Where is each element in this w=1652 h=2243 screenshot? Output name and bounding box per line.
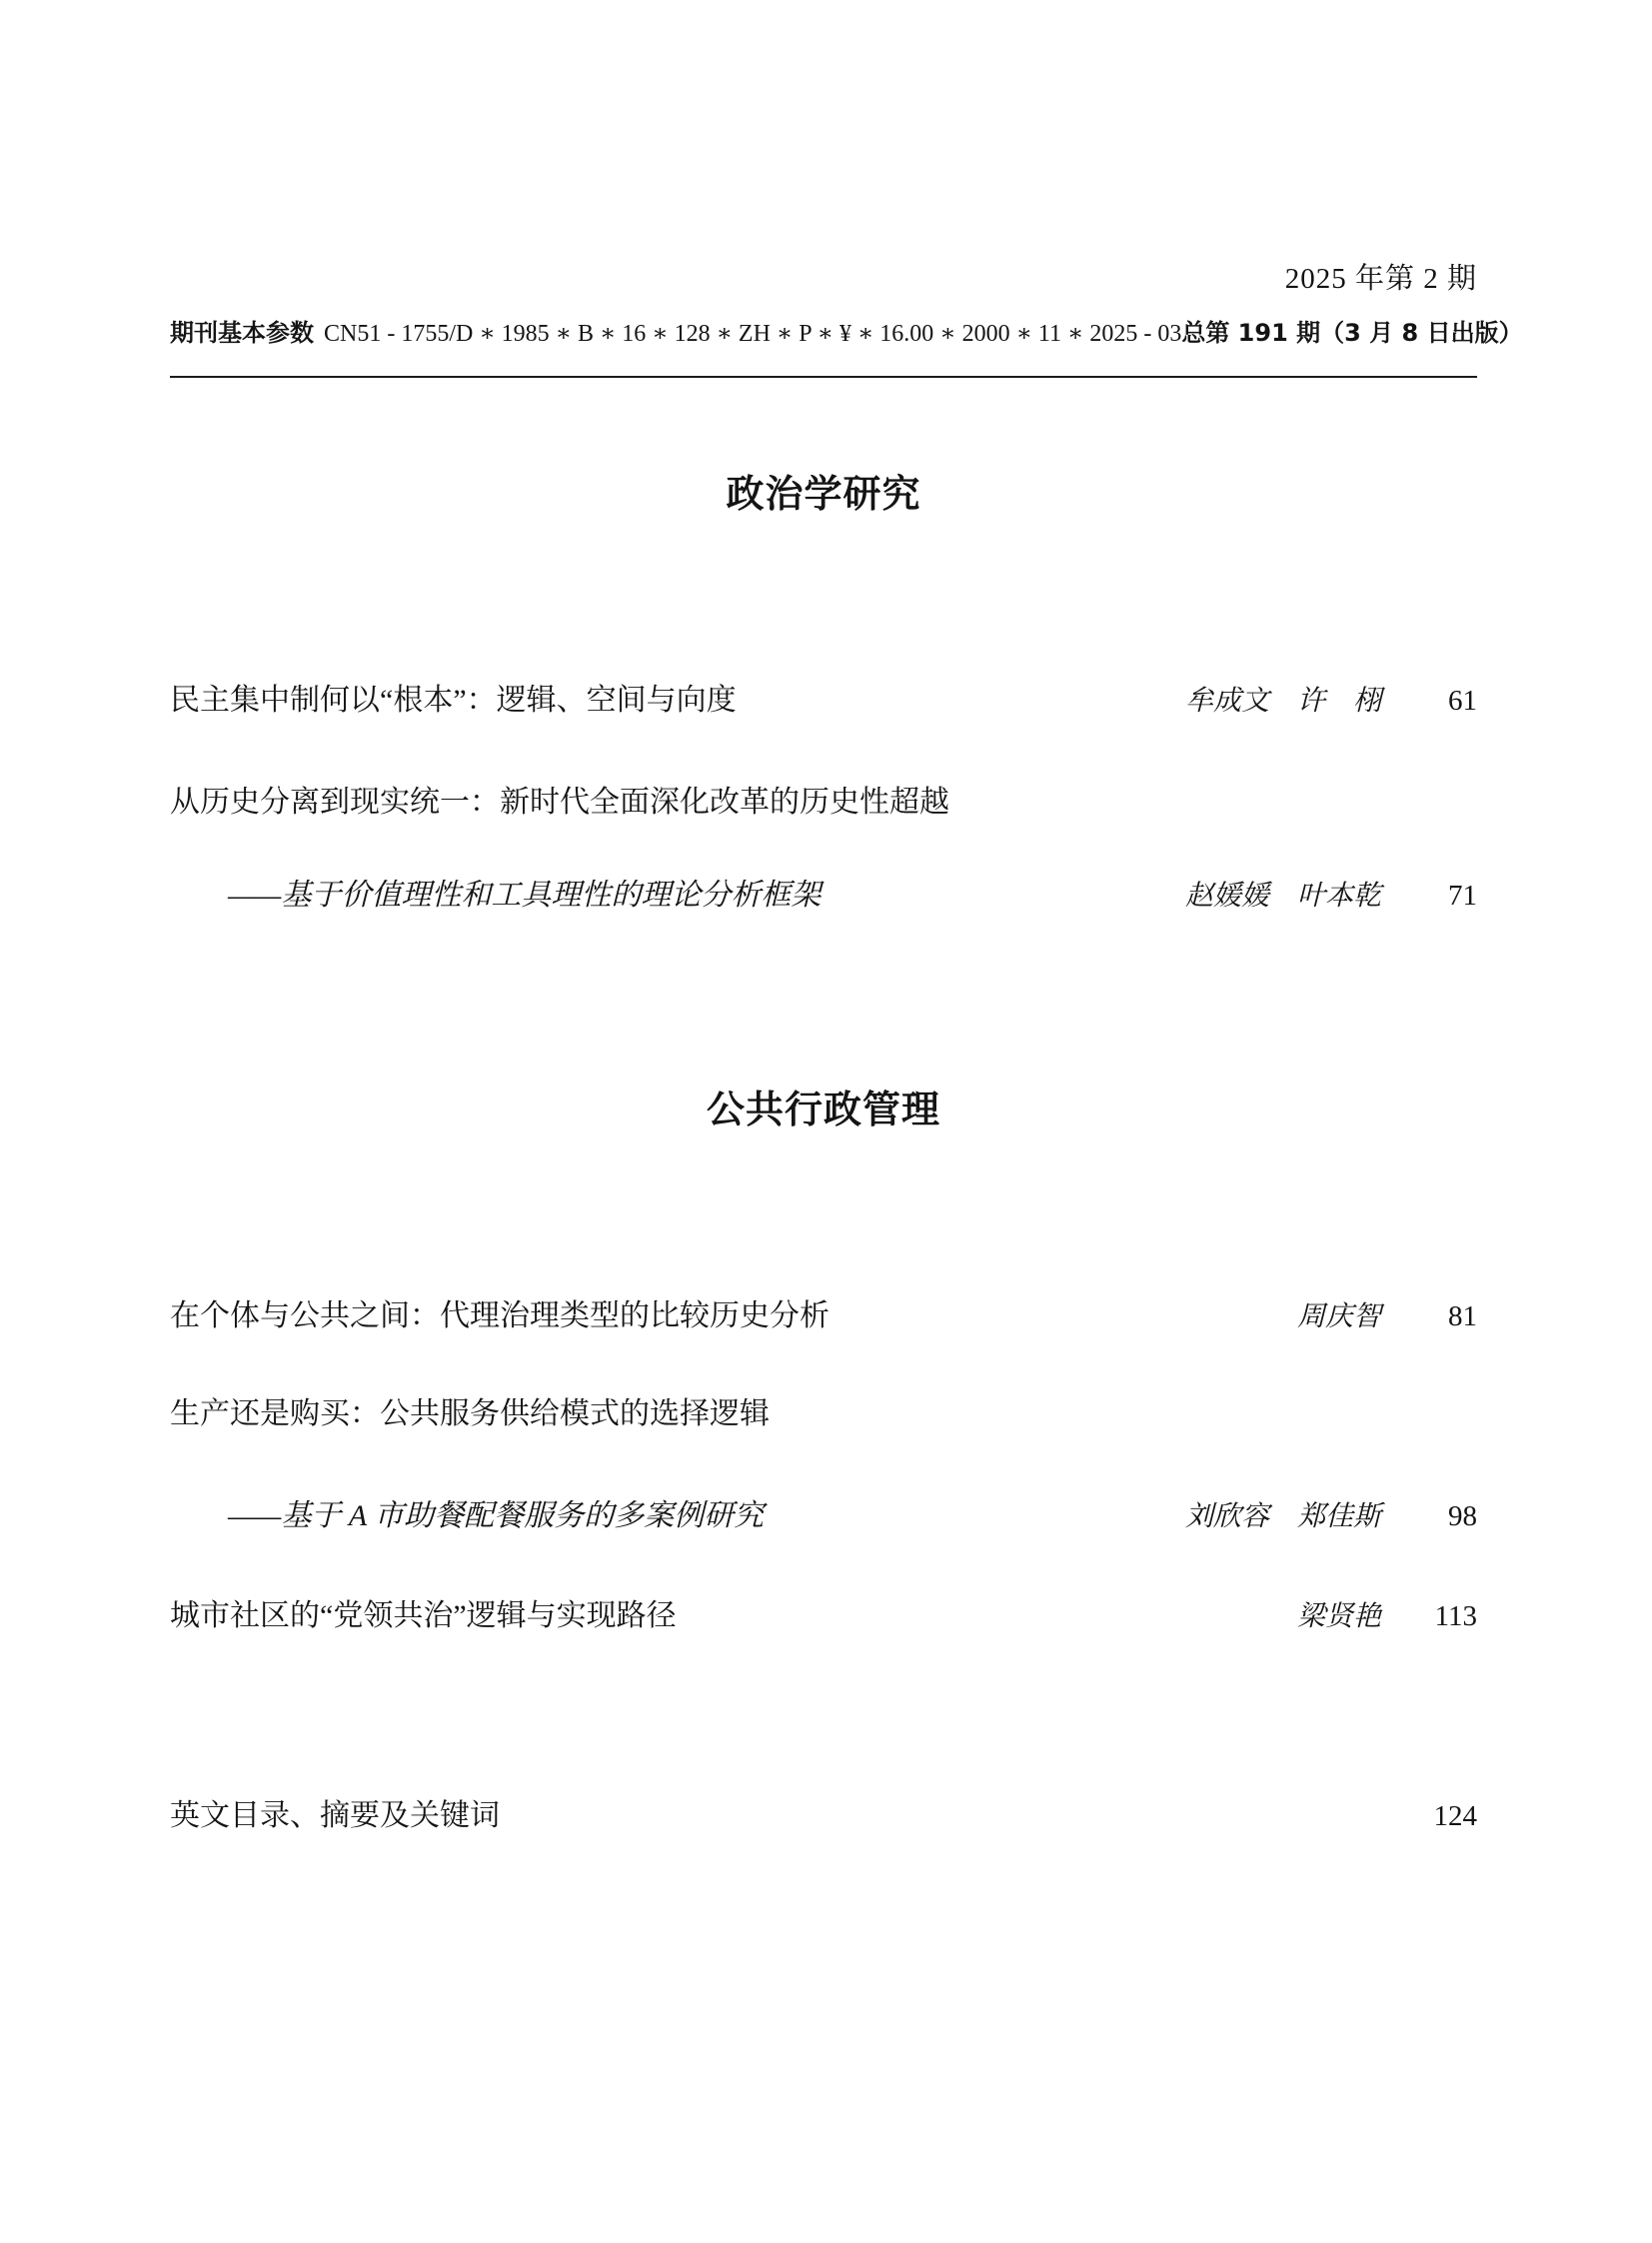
entry-page: 61 [1448,685,1477,717]
entry-authors: 刘欣容 郑佳斯 [1184,1501,1381,1532]
entry-title: 英文目录、摘要及关键词 [170,1799,500,1832]
toc-entry [170,1397,1477,1432]
entry-title: 从历史分离到现实统一：新时代全面深化改革的历史性超越 [170,786,949,819]
entry-page: 113 [1434,1600,1477,1632]
entry-page: 71 [1448,880,1477,912]
entry-authors: 周庆智 [1296,1301,1381,1332]
entry-page: 98 [1448,1500,1477,1532]
masthead-row [170,313,1523,348]
entry-page: 124 [1433,1800,1477,1832]
masthead-rule [170,376,1477,378]
params-value: CN51 - 1755/D ∗ 1985 ∗ B ∗ 16 ∗ 128 ∗ ZH ∗ P ∗ ¥ ∗ 16.00 ∗ 2000 ∗ 11 ∗ 2025 - 03 [324,321,1182,347]
volume-line: 总第 191 期（3 月 8 日出版） [1181,319,1523,347]
section-title-politics: 政治学研究 [726,472,921,516]
toc-entry [170,786,1477,821]
params-label: 期刊基本参数 [170,319,314,347]
entry-authors: 赵媛媛 叶本乾 [1184,881,1381,912]
toc-entry [170,1599,1477,1634]
toc-entry [170,684,1477,719]
page-content [170,0,1523,2243]
entry-subtitle: ——基于价值理性和工具理性的理论分析框架 [228,879,822,912]
entry-page: 81 [1448,1300,1477,1332]
entry-authors: 梁贤艳 [1296,1601,1381,1632]
entry-subtitle: ——基于 A 市助餐配餐服务的多案例研究 [228,1499,765,1532]
section-title-public-administration: 公共行政管理 [706,1088,940,1131]
toc-entry [170,1299,1477,1334]
entry-title: 在个体与公共之间：代理治理类型的比较历史分析 [170,1299,829,1332]
entry-title: 民主集中制何以“根本”：逻辑、空间与向度 [170,684,737,717]
journal-params [170,313,1181,348]
issue-line: 2025 年第 2 期 [1284,263,1477,295]
entry-title: 生产还是购买：公共服务供给模式的选择逻辑 [170,1397,770,1430]
toc-entry-subtitle-row [170,1499,1477,1534]
entry-authors: 牟成文 许 栩 [1184,686,1381,717]
toc-entry-subtitle-row [170,879,1477,914]
toc-entry-english-contents [170,1799,1477,1834]
entry-title: 城市社区的“党领共治”逻辑与实现路径 [170,1599,677,1632]
